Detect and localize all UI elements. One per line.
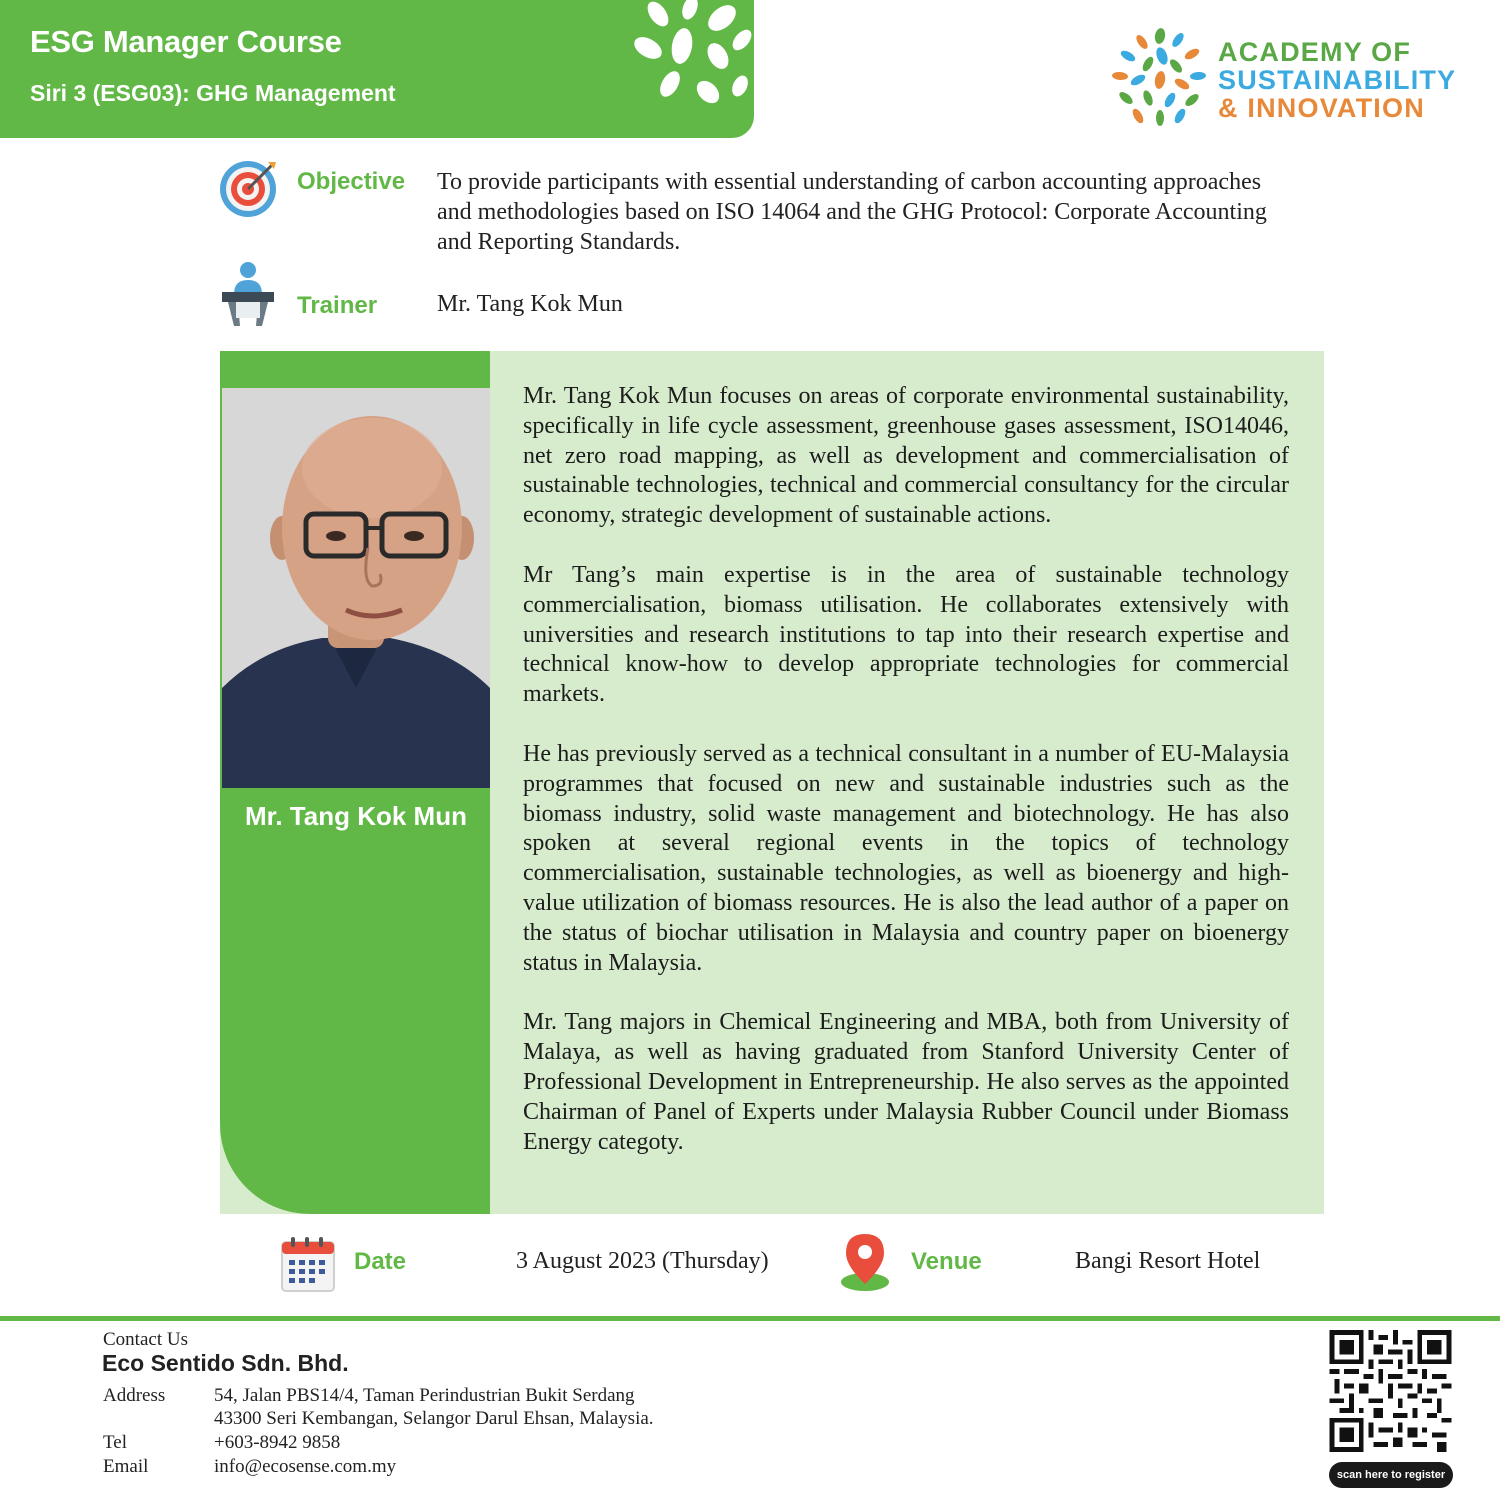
calendar-icon [281,1236,335,1292]
target-icon [218,158,278,218]
logo-text-line-1: ACADEMY OF [1218,37,1412,67]
bio-paragraph: Mr. Tang majors in Chemical Engineering and MBA, both from University of Malaya, as well as having graduated from Stanford University Center of Professional Development in Entrepreneurship. He also serves as the appointed Chairman of Panel of Experts under Malaysia Rubber Council under Biomass Energy categoty. [523,1009,1289,1155]
date-value: 3 August 2023 (Thursday) [516,1248,769,1274]
footer-divider [0,1316,1500,1321]
company-name: Eco Sentido Sdn. Bhd. [102,1350,349,1376]
venue-value: Bangi Resort Hotel [1075,1248,1261,1274]
contact-heading: Contact Us [103,1329,188,1350]
tel-label: Tel [103,1432,127,1453]
course-subtitle: Siri 3 (ESG03): GHG Management [30,80,396,106]
logo-text-line-2: SUSTAINABILITY [1218,65,1457,95]
course-title: ESG Manager Course [30,24,342,59]
date-label: Date [354,1248,407,1275]
email-label: Email [103,1456,149,1477]
location-pin-icon [838,1232,892,1292]
objective-text: To provide participants with essential understanding of carbon accounting approaches and methodologies based on ISO 14064 and the GHG Protocol: Corporate Accounting and Reporting Standards. [437,169,1267,255]
trainer-name: Mr. Tang Kok Mun [437,291,623,317]
address-label: Address [103,1385,166,1406]
scan-register-button[interactable]: scan here to register [1329,1462,1453,1488]
photo-caption: Mr. Tang Kok Mun [245,801,467,831]
trainer-photo [222,388,490,788]
address-line-2: 43300 Seri Kembangan, Selangor Darul Ehsan, Malaysia. [214,1408,654,1429]
email-value: info@ecosense.com.my [214,1456,397,1477]
bio-paragraph: He has previously served as a technical consultant in a number of EU-Malaysia programmes that focused on new and sustainable industries such as the biomass industry, solid waste management and biotechnology. He has also spoken at several regional events in the topics of technology commercialisation, sustainable technologies, as well as bioenergy and high-value utilization of biomass resources. He is also the lead author of a paper on the status of biochar utilisation in Malaysia and country paper on bioenergy status in Malaysia. [523,740,1289,976]
leaf-decoration-icon [630,0,754,110]
bio-paragraph: Mr. Tang Kok Mun focuses on areas of corporate environmental sustainability, specifically in life cycle assessment, greenhouse gases assessment, ISO14046, net zero road mapping, as well as development and commercialisation of sustainable technologies, technical and commercial consultancy for the circular economy, strategic development of sustainable actions. [523,383,1289,529]
objective-label: Objective [297,168,406,195]
bio-paragraph: Mr Tang’s main expertise is in the area of sustainable technology commercialisation, biomass utilisation. He collaborates extensively with universities and research institutions to tap into their research expertise and technical know-how to develop appropriate technologies for commercial markets. [523,561,1289,708]
trainer-label: Trainer [297,292,378,319]
presenter-icon [220,260,276,330]
tel-value: +603-8942 9858 [214,1432,341,1453]
logo-text-line-3: & INNOVATION [1218,93,1425,123]
bio-text [523,382,1289,1187]
address-line-1: 54, Jalan PBS14/4, Taman Perindustrian Bukit Serdang [214,1385,635,1406]
venue-label: Venue [911,1248,982,1275]
qr-code-icon[interactable] [1328,1330,1453,1452]
academy-logo-icon [1112,28,1208,128]
header-banner [0,0,754,138]
